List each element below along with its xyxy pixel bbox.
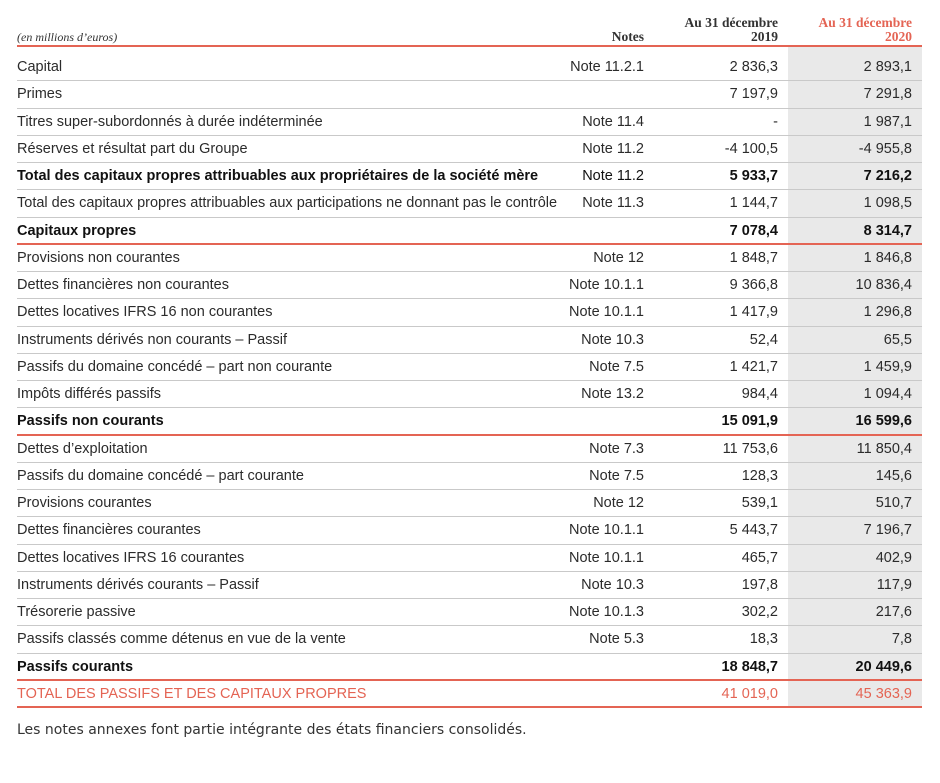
row-label: TOTAL DES PASSIFS ET DES CAPITAUX PROPRES: [17, 685, 367, 702]
row-note: Note 10.1.1: [569, 522, 644, 539]
row-value-2019: 1 417,9: [729, 304, 778, 321]
row-value-2019: 41 019,0: [721, 685, 778, 702]
row-value-2019: 7 078,4: [729, 222, 778, 239]
row-value-2020: 1 094,4: [863, 386, 912, 402]
table-row: [0, 436, 940, 463]
table-row: [0, 190, 940, 217]
row-value-2020: 1 098,5: [863, 195, 912, 212]
row-label: Instruments dérivés non courants – Passif: [17, 331, 287, 348]
row-note: Note 10.3: [581, 576, 644, 593]
row-label: Passifs classés comme détenus en vue de la vente: [17, 631, 346, 648]
row-value-2020: 11 850,4: [856, 440, 912, 457]
row-value-2019: 9 366,8: [729, 277, 778, 293]
row-note: Note 10.1.3: [569, 604, 644, 620]
column-header-2019-date: Au 31 décembre: [684, 15, 778, 30]
row-value-2020: 16 599,6: [855, 413, 912, 430]
row-value-2020: 1 459,9: [863, 358, 912, 375]
row-label: Capitaux propres: [17, 222, 137, 239]
column-header-2019-year: 2019: [751, 29, 778, 44]
row-value-2019: 15 091,9: [721, 413, 778, 430]
row-note: Note 10.1.1: [569, 277, 644, 293]
row-note: Note 13.2: [581, 386, 644, 402]
table-row: [0, 245, 940, 272]
row-label: Dettes financières non courantes: [17, 277, 229, 293]
table-row: [0, 572, 940, 599]
table-row: [0, 545, 940, 572]
row-value-2020: 1 987,1: [863, 113, 912, 130]
row-value-2020: 117,9: [876, 576, 912, 593]
row-label: Total des capitaux propres attribuables aux participations ne donnant pas le contrôle: [17, 195, 558, 212]
table-row: [0, 381, 940, 408]
row-value-2020: 45 363,9: [855, 685, 912, 702]
row-label: Provisions non courantes: [17, 249, 180, 266]
row-value-2019: 1 421,7: [729, 358, 778, 375]
row-value-2019: 52,4: [749, 331, 778, 348]
row-value-2020: 217,6: [875, 604, 912, 620]
row-label: Passifs courants: [17, 658, 134, 675]
row-value-2020: 7 216,2: [863, 168, 912, 184]
subtotal-row: [0, 163, 940, 190]
row-value-2020: 1 846,8: [863, 249, 912, 266]
column-header-2020-date: Au 31 décembre: [818, 15, 912, 30]
row-note: Note 11.2.1: [570, 59, 644, 75]
row-note: Note 10.3: [581, 331, 644, 348]
row-value-2019: 18,3: [749, 631, 778, 648]
row-note: Note 11.2: [582, 140, 644, 157]
row-value-2020: 8 314,7: [863, 222, 912, 239]
notes-column-header: Notes: [611, 29, 644, 44]
row-note: Note 11.2: [582, 168, 644, 184]
row-label: Provisions courantes: [17, 495, 152, 511]
table-row: [0, 599, 940, 626]
column-header-2019: [650, 16, 778, 44]
row-value-2020: 7 291,8: [863, 86, 912, 103]
table-row: [0, 517, 940, 544]
row-value-2020: 65,5: [883, 331, 912, 348]
grand-total-row: [0, 681, 940, 708]
table-row: [0, 463, 940, 490]
row-label: Dettes locatives IFRS 16 non courantes: [17, 304, 273, 321]
unit-label: (en millions d’euros): [17, 30, 118, 44]
row-note: Note 12: [593, 495, 644, 511]
row-value-2019: 197,8: [741, 576, 778, 593]
row-label: Réserves et résultat part du Groupe: [17, 140, 248, 157]
table-row: [0, 490, 940, 517]
row-value-2020: 7,8: [891, 631, 912, 648]
row-value-2019: 1 144,7: [729, 195, 778, 212]
row-value-2019: 539,1: [741, 495, 778, 511]
row-value-2019: -4 100,5: [724, 140, 778, 157]
row-label: Dettes locatives IFRS 16 courantes: [17, 549, 245, 566]
section-total-row: [0, 654, 940, 681]
row-label: Trésorerie passive: [17, 604, 136, 620]
footnote: Les notes annexes font partie intégrante des états financiers consolidés.: [17, 722, 527, 738]
section-total-row: [0, 218, 940, 245]
row-value-2020: 510,7: [875, 495, 912, 511]
row-value-2019: 984,4: [741, 386, 778, 402]
row-label: Titres super-subordonnés à durée indéterminée: [17, 113, 323, 130]
row-value-2019: 7 197,9: [729, 86, 778, 103]
column-header-2020-year: 2020: [885, 29, 912, 44]
row-note: Note 7.5: [589, 467, 644, 484]
header-rule: [17, 45, 922, 47]
row-value-2020: 402,9: [875, 549, 912, 566]
row-label: Capital: [17, 59, 63, 75]
row-value-2020: 145,6: [875, 467, 912, 484]
row-note: Note 7.5: [589, 358, 644, 375]
table-row: [0, 136, 940, 163]
table-row: [0, 327, 940, 354]
row-note: Note 5.3: [589, 631, 644, 648]
table-row: [0, 54, 940, 81]
row-value-2019: 302,2: [741, 604, 778, 620]
row-value-2019: 465,7: [741, 549, 778, 566]
row-label: Dettes d’exploitation: [17, 440, 148, 457]
row-value-2019: -: [773, 113, 778, 130]
row-label: Total des capitaux propres attribuables aux propriétaires de la société mère: [17, 168, 539, 184]
row-value-2019: 2 836,3: [729, 59, 778, 75]
row-note: Note 10.1.1: [569, 549, 644, 566]
row-value-2020: 7 196,7: [863, 522, 912, 539]
row-label: Passifs du domaine concédé – part non courante: [17, 358, 333, 375]
table-header: [0, 0, 940, 48]
row-value-2020: 1 296,8: [863, 304, 912, 321]
row-note: Note 11.4: [582, 113, 644, 130]
row-value-2020: 20 449,6: [855, 658, 912, 675]
table-row: [0, 354, 940, 381]
row-value-2019: 11 753,6: [722, 440, 778, 457]
table-row: [0, 109, 940, 136]
row-value-2020: 2 893,1: [863, 59, 912, 75]
row-label: Passifs non courants: [17, 413, 164, 430]
balance-sheet-table: [0, 54, 940, 708]
row-note: Note 11.3: [582, 195, 644, 212]
row-label: Passifs du domaine concédé – part courante: [17, 467, 304, 484]
section-total-row: [0, 408, 940, 435]
row-value-2019: 5 933,7: [729, 168, 778, 184]
row-value-2020: 10 836,4: [855, 277, 912, 293]
row-value-2019: 1 848,7: [729, 249, 778, 266]
row-value-2019: 18 848,7: [721, 658, 778, 675]
row-label: Dettes financières courantes: [17, 522, 201, 539]
table-row: [0, 626, 940, 653]
row-label: Impôts différés passifs: [17, 386, 161, 402]
row-label: Primes: [17, 86, 63, 103]
row-value-2019: 5 443,7: [729, 522, 778, 539]
row-note: Note 7.3: [589, 440, 644, 457]
column-header-2020: [784, 16, 912, 44]
row-note: Note 10.1.1: [569, 304, 644, 321]
row-value-2020: -4 955,8: [858, 140, 912, 157]
table-row: [0, 299, 940, 326]
row-value-2019: 128,3: [741, 467, 778, 484]
table-row: [0, 272, 940, 299]
row-label: Instruments dérivés courants – Passif: [17, 576, 259, 593]
table-row: [0, 81, 940, 108]
row-note: Note 12: [593, 249, 644, 266]
